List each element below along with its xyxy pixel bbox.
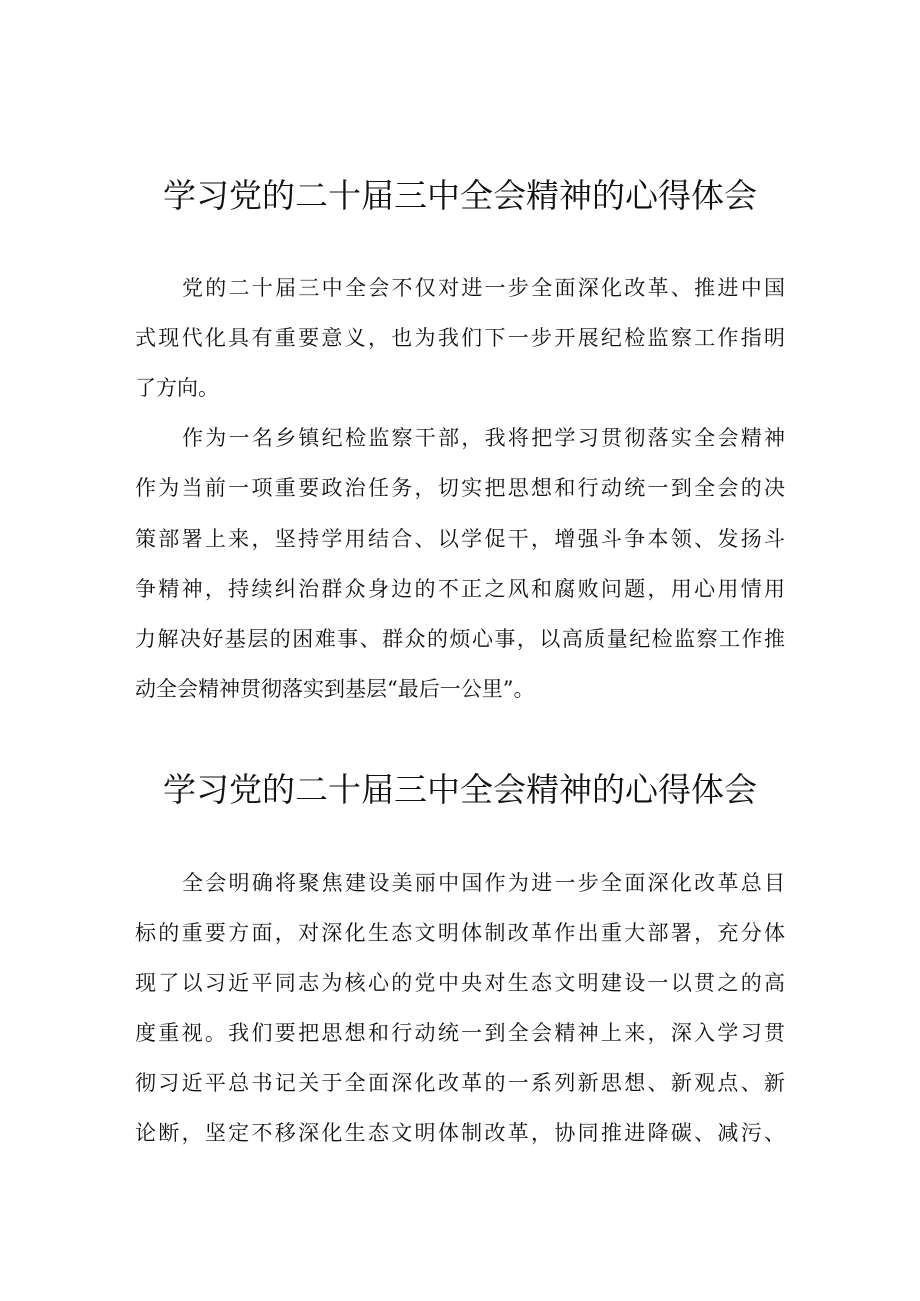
paragraph-line: 动全会精神贯彻落实到基层“最后一公里”。	[135, 677, 535, 701]
paragraph-line: 争精神，持续纠治群众身边的不正之风和腐败问题，用心用情用	[135, 577, 785, 601]
paragraph-line: 标的重要方面，对深化生态文明体制改革作出重大部署，充分体	[135, 921, 785, 945]
paragraph-line: 彻习近平总书记关于全面深化改革的一系列新思想、新观点、新	[135, 1071, 785, 1095]
paragraph-line: 作为一名乡镇纪检监察干部，我将把学习贯彻落实全会精神	[182, 426, 785, 450]
paragraph-line: 策部署上来，坚持学用结合、以学促干，增强斗争本领、发扬斗	[135, 527, 785, 551]
paragraph-line: 论断，坚定不移深化生态文明体制改革，协同推进降碳、减污、	[135, 1121, 785, 1145]
paragraph-line: 式现代化具有重要意义，也为我们下一步开展纪检监察工作指明	[135, 326, 785, 350]
section-title: 学习党的二十届三中全会精神的心得体会	[163, 770, 757, 809]
paragraph-line: 全会明确将聚焦建设美丽中国作为进一步全面深化改革总目	[182, 871, 785, 895]
paragraph-line: 度重视。我们要把思想和行动统一到全会精神上来，深入学习贯	[135, 1021, 785, 1045]
section-title: 学习党的二十届三中全会精神的心得体会	[163, 176, 757, 215]
paragraph-line: 了方向。	[135, 376, 219, 400]
paragraph-line: 作为当前一项重要政治任务，切实把思想和行动统一到全会的决	[135, 476, 785, 500]
paragraph-line: 力解决好基层的困难事、群众的烦心事，以高质量纪检监察工作推	[135, 627, 785, 651]
paragraph-line: 党的二十届三中全会不仅对进一步全面深化改革、推进中国	[182, 276, 785, 300]
paragraph-line: 现了以习近平同志为核心的党中央对生态文明建设一以贯之的高	[135, 971, 785, 995]
